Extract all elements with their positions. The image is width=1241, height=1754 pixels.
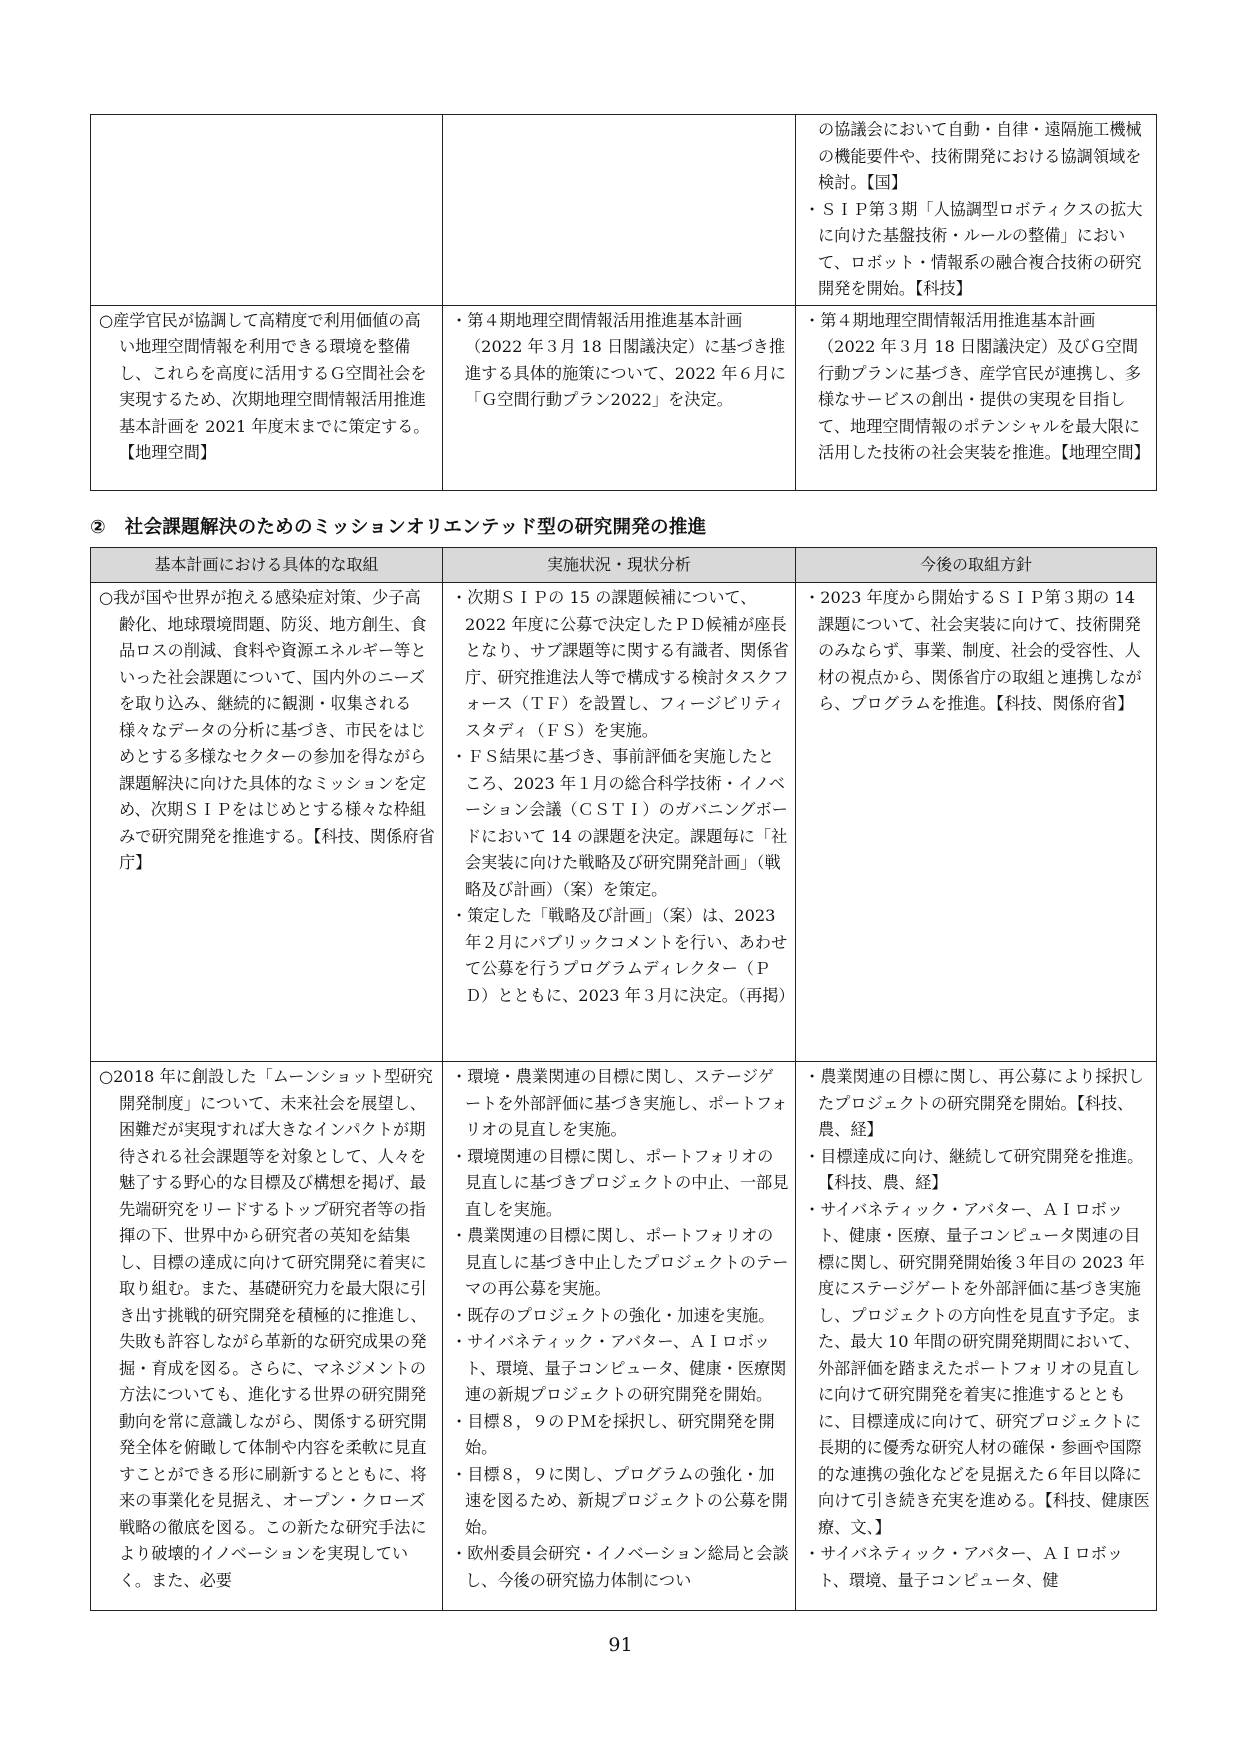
bullet-item: ・サイバネティック・アバター、ＡＩロボット、健康・医療、量子コンピュータ関連の目標に関し、研究開発開始後３年目の 2023 年度にステージゲートを外部評価に基づき実施し、プロジェクトの方向性を見直す予定。また、最大 10 年間の研究開発期間において、外部評価を踏まえたポートフォリオの見直しに向けて研究開発を着実に推進するとともに、目標達成に向けて、研究プロジェクトに長期的に優秀な研究人材の確保・参画や国際的な連携の強化などを見据えた６年目以降に向けて引き続き充実を進める。【科技、健康医療、文、】: [804, 1199, 1150, 1537]
column-header: 今後の取組方針: [796, 548, 1157, 583]
bullet-item: ・次期ＳＩＰの 15 の課題候補について、2022 年度に公募で決定したＰＤ候補が座長となり、サブ課題等に関する有識者、関係省庁、研究推進法人等で構成する検討タスクフォース（ＴＦ）を設置し、フィージビリティスタディ（ＦＳ）を実施。: [451, 588, 789, 740]
bullet-item: ・目標達成に向け、継続して研究開発を推進。【科技、農、経】: [804, 1146, 1144, 1192]
table-cell: [796, 1062, 1157, 1611]
mission-oriented-table: [90, 547, 1157, 1611]
table-cell: [91, 583, 443, 1062]
table-row: [91, 115, 1157, 306]
bullet-item: ・農業関連の目標に関し、ポートフォリオの見直しに基づき中止したプロジェクトのテーマの再公募を実施。: [451, 1226, 789, 1298]
bullet-item: ・第４期地理空間情報活用推進基本計画（2022 年３月 18 日閣議決定）に基づき推進する具体的施策について、2022 年６月に「Ｇ空間行動プラン2022」を決定。: [451, 310, 786, 409]
page-number: 91: [608, 1634, 633, 1656]
bullet-item: ・第４期地理空間情報活用推進基本計画（2022 年３月 18 日閣議決定）及びＧ空間行動プランに基づき、産学官民が連携し、多様なサービスの創出・提供の実現を目指して、地理空間情報のポテンシャルを最大限に活用した技術の社会実装を推進。【地理空間】: [804, 310, 1150, 462]
bullet-item: ・策定した「戦略及び計画」（案）は、2023 年２月にパブリックコメントを行い、あわせて公募を行うプログラムディレクター（ＰＤ）とともに、2023 年３月に決定。（再掲）: [451, 906, 795, 1005]
bullet-item: ・サイバネティック・アバター、ＡＩロボット、環境、量子コンピュータ、健康・医療関連の新規プロジェクトの研究開発を開始。: [451, 1332, 787, 1404]
table-cell: [796, 583, 1157, 1062]
table-cell: [91, 115, 443, 306]
section-heading: ② 社会課題解決のためのミッションオリエンテッド型の研究開発の推進: [90, 517, 707, 538]
table-cell: [443, 1062, 796, 1611]
bullet-item: ・農業関連の目標に関し、再公募により採択したプロジェクトの研究開発を開始。【科技、農、経】: [804, 1067, 1144, 1139]
bullet-item: ・ＦＳ結果に基づき、事前評価を実施したところ、2023 年１月の総合科学技術・イノベーション会議（ＣＳＴＩ）のガバニングボードにおいて 14 の課題を決定。課題毎に「社会実装に向けた戦略及び研究開発計画」（戦略及び計画）（案）を策定。: [451, 747, 788, 899]
table-header-row: [91, 548, 1157, 583]
cell-text: の協議会において自動・自律・遠隔施工機械の機能要件や、技術開発における協調領域を検討。【国】: [818, 120, 1142, 192]
bullet-item: ・目標８，９のＰＭを採択し、研究開発を開始。: [451, 1411, 775, 1457]
bullet-item: ・ＳＩＰ第３期「人協調型ロボティクスの拡大に向けた基盤技術・ルールの整備」において、ロボット・情報系の融合複合技術の研究開発を開始。【科技】: [804, 199, 1143, 298]
circle-item: ○我が国や世界が抱える感染症対策、少子高齢化、地球環境問題、防災、地方創生、食品ロスの削減、食料や資源エネルギー等といった社会課題について、国内外のニーズを取り込み、継続的に観測・収集される様々なデータの分析に基づき、市民をはじめとする多様なセクターの参加を得ながら課題解決に向けた具体的なミッションを定め、次期ＳＩＰをはじめとする様々な枠組みで研究開発を推進する。【科技、関係府省庁】: [99, 588, 435, 872]
bullet-item: ・環境関連の目標に関し、ポートフォリオの見直しに基づきプロジェクトの中止、一部見直しを実施。: [451, 1146, 789, 1219]
table-cell: [443, 115, 796, 306]
bullet-item: ・サイバネティック・アバター、ＡＩロボット、環境、量子コンピュータ、健: [804, 1544, 1124, 1590]
table-cell: [91, 305, 443, 490]
table-row: [91, 305, 1157, 490]
table-cell: [796, 305, 1157, 490]
bullet-item: ・欧州委員会研究・イノベーション総局と会談し、今後の研究協力体制につい: [451, 1544, 789, 1590]
column-header: 基本計画における具体的な取組: [91, 548, 443, 583]
table-cell: [796, 115, 1157, 306]
table-row: [91, 1062, 1157, 1611]
bullet-item: ・2023 年度から開始するＳＩＰ第３期の 14 課題について、社会実装に向けて、技術開発のみならず、事業、制度、社会的受容性、人材の視点から、関係省庁の取組と連携しながら、プログラムを推進。【科技、関係府省】: [804, 588, 1142, 713]
bullet-item: ・環境・農業関連の目標に関し、ステージゲートを外部評価に基づき実施し、ポートフォリオの見直しを実施。: [451, 1067, 788, 1139]
bullet-item: ・既存のプロジェクトの強化・加速を実施。: [451, 1305, 775, 1325]
continued-table: [90, 114, 1157, 491]
table-row: [91, 583, 1157, 1062]
table-cell: [443, 583, 796, 1062]
bullet-item: ・目標８，９に関し、プログラムの強化・加速を図るため、新規プロジェクトの公募を開始。: [451, 1464, 788, 1537]
circle-item: ○産学官民が協調して高精度で利用価値の高い地理空間情報を利用できる環境を整備し、これらを高度に活用するＧ空間社会を実現するため、次期地理空間情報活用推進基本計画を 2021 年度末までに策定する。【地理空間】: [99, 310, 430, 462]
table-cell: [91, 1062, 443, 1611]
circle-item: ○2018 年に創設した「ムーンショット型研究開発制度」について、未来社会を展望し、困難だが実現すれば大きなインパクトが期待される社会課題等を対象として、人々を魅了する野心的な目標及び構想を掲げ、最先端研究をリードするトップ研究者等の指揮の下、世界中から研究者の英知を結集し、目標の達成に向けて研究開発に着実に取り組む。また、基礎研究力を最大限に引き出す挑戦的研究開発を積極的に推進し、失敗も許容しながら革新的な研究成果の発掘・育成を図る。さらに、マネジメントの方法についても、進化する世界の研究開発動向を常に意識しながら、関係する研究開発全体を俯瞰して体制や内容を柔軟に見直すことができる形に刷新するとともに、将来の事業化を見据え、オープン・クローズ戦略の徹底を図る。この新たな研究手法により破壊的イノベーションを実現していく。また、必要: [99, 1067, 433, 1590]
table-cell: [443, 305, 796, 490]
column-header: 実施状況・現状分析: [443, 548, 796, 583]
